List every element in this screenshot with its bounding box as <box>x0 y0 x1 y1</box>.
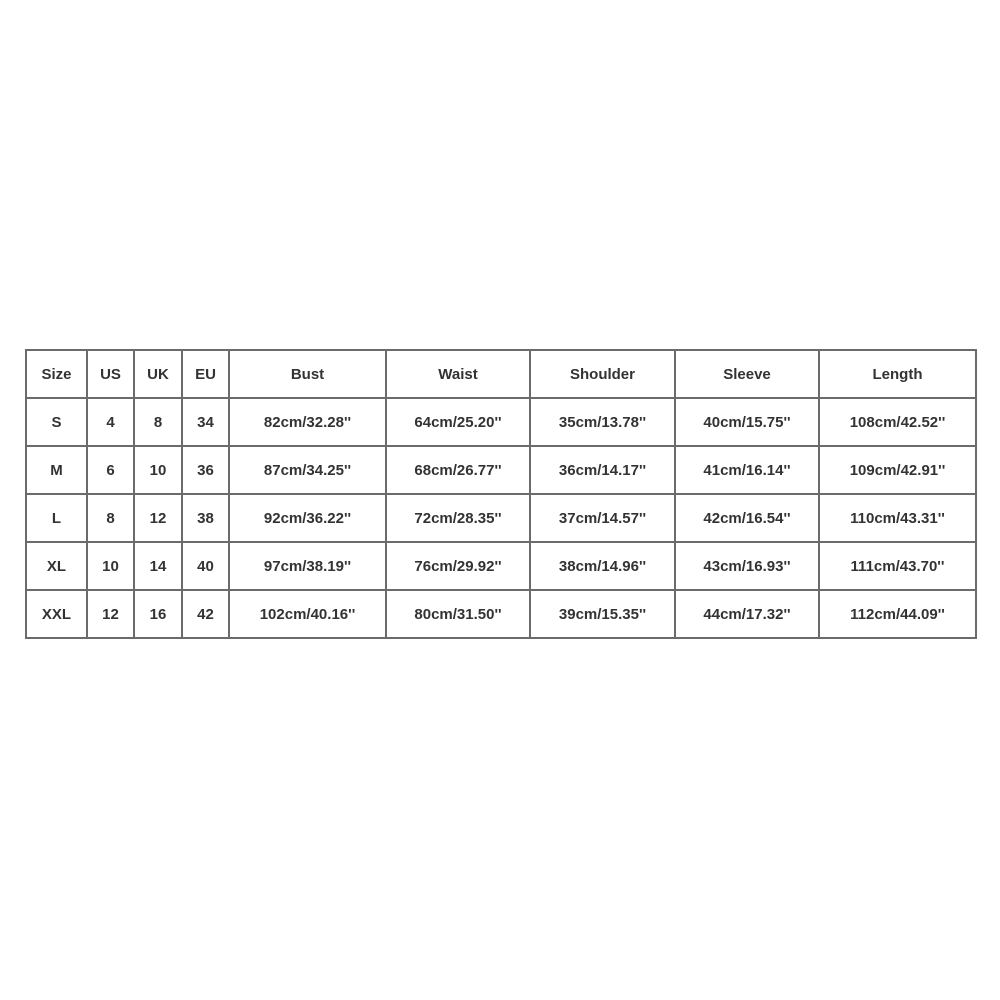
cell-waist: 68cm/26.77'' <box>386 446 530 494</box>
cell-length: 111cm/43.70'' <box>819 542 976 590</box>
cell-bust: 82cm/32.28'' <box>229 398 386 446</box>
cell-bust: 102cm/40.16'' <box>229 590 386 638</box>
header-length: Length <box>819 350 976 398</box>
header-waist: Waist <box>386 350 530 398</box>
cell-size: XL <box>26 542 87 590</box>
cell-size: XXL <box>26 590 87 638</box>
cell-waist: 80cm/31.50'' <box>386 590 530 638</box>
cell-length: 109cm/42.91'' <box>819 446 976 494</box>
cell-uk: 12 <box>134 494 182 542</box>
header-us: US <box>87 350 134 398</box>
cell-waist: 72cm/28.35'' <box>386 494 530 542</box>
table-row <box>26 398 976 446</box>
cell-eu: 42 <box>182 590 229 638</box>
cell-shoulder: 36cm/14.17'' <box>530 446 675 494</box>
cell-us: 10 <box>87 542 134 590</box>
cell-us: 12 <box>87 590 134 638</box>
cell-uk: 10 <box>134 446 182 494</box>
cell-size: S <box>26 398 87 446</box>
header-bust: Bust <box>229 350 386 398</box>
header-uk: UK <box>134 350 182 398</box>
cell-sleeve: 40cm/15.75'' <box>675 398 819 446</box>
cell-waist: 76cm/29.92'' <box>386 542 530 590</box>
cell-shoulder: 37cm/14.57'' <box>530 494 675 542</box>
cell-length: 108cm/42.52'' <box>819 398 976 446</box>
cell-waist: 64cm/25.20'' <box>386 398 530 446</box>
cell-length: 110cm/43.31'' <box>819 494 976 542</box>
table-row <box>26 494 976 542</box>
header-shoulder: Shoulder <box>530 350 675 398</box>
cell-us: 4 <box>87 398 134 446</box>
cell-eu: 38 <box>182 494 229 542</box>
header-eu: EU <box>182 350 229 398</box>
cell-shoulder: 35cm/13.78'' <box>530 398 675 446</box>
cell-size: M <box>26 446 87 494</box>
cell-sleeve: 44cm/17.32'' <box>675 590 819 638</box>
cell-shoulder: 38cm/14.96'' <box>530 542 675 590</box>
cell-size: L <box>26 494 87 542</box>
cell-us: 6 <box>87 446 134 494</box>
table-row <box>26 590 976 638</box>
cell-sleeve: 41cm/16.14'' <box>675 446 819 494</box>
cell-bust: 87cm/34.25'' <box>229 446 386 494</box>
cell-length: 112cm/44.09'' <box>819 590 976 638</box>
size-chart-table <box>25 349 977 639</box>
cell-shoulder: 39cm/15.35'' <box>530 590 675 638</box>
table-row <box>26 446 976 494</box>
cell-us: 8 <box>87 494 134 542</box>
cell-eu: 36 <box>182 446 229 494</box>
cell-uk: 14 <box>134 542 182 590</box>
header-sleeve: Sleeve <box>675 350 819 398</box>
table-header-row <box>26 350 976 398</box>
cell-bust: 92cm/36.22'' <box>229 494 386 542</box>
cell-uk: 16 <box>134 590 182 638</box>
header-size: Size <box>26 350 87 398</box>
cell-eu: 34 <box>182 398 229 446</box>
cell-eu: 40 <box>182 542 229 590</box>
cell-sleeve: 42cm/16.54'' <box>675 494 819 542</box>
table-row <box>26 542 976 590</box>
cell-uk: 8 <box>134 398 182 446</box>
cell-sleeve: 43cm/16.93'' <box>675 542 819 590</box>
cell-bust: 97cm/38.19'' <box>229 542 386 590</box>
